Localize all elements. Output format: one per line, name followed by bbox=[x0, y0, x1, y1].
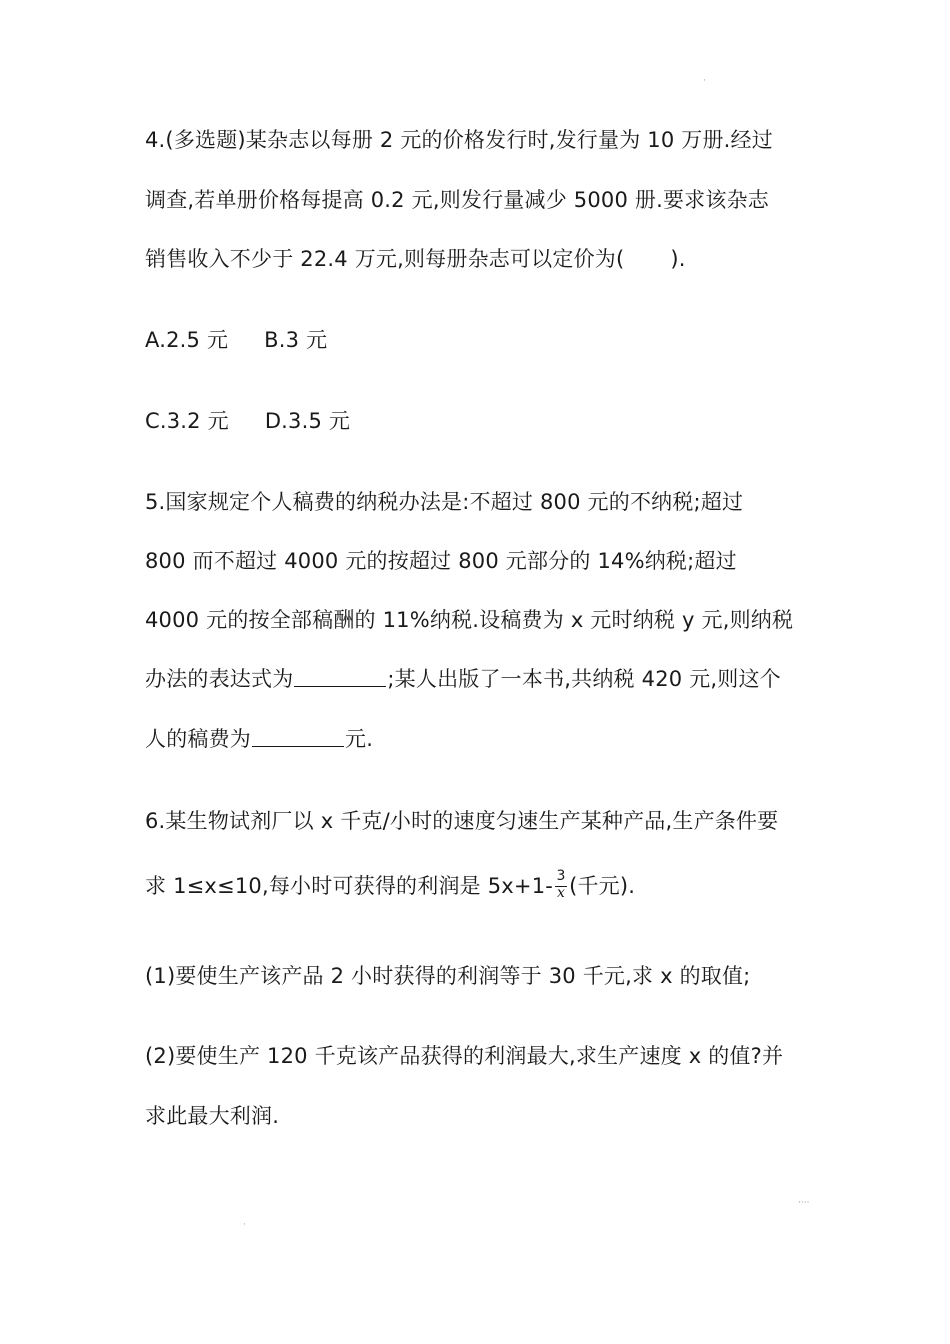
q4-option-c: C.3.2 元 bbox=[145, 409, 229, 433]
q4-stem-line-2: 调查,若单册价格每提高 0.2 元,则发行量减少 5000 册.要求该杂志 bbox=[145, 188, 769, 212]
q4-option-d: D.3.5 元 bbox=[264, 409, 351, 433]
q4-option-b: B.3 元 bbox=[264, 328, 328, 352]
q5-stem-line-1: 5.国家规定个人稿费的纳税办法是:不超过 800 元的不纳税;超过 bbox=[145, 490, 744, 514]
q6-stem-line-2 bbox=[145, 868, 636, 902]
fraction-numerator: 3 bbox=[556, 868, 566, 884]
scan-mark-top-right: · bbox=[703, 76, 706, 86]
q5-stem-line-2: 800 而不超过 4000 元的按超过 800 元部分的 14%纳税;超过 bbox=[145, 549, 737, 573]
fraction-denominator: x bbox=[557, 885, 566, 901]
fill-blank-2 bbox=[252, 726, 344, 747]
fill-blank-1 bbox=[294, 666, 386, 687]
q4-stem-line-3 bbox=[145, 244, 686, 274]
q4-options-row-2 bbox=[145, 406, 350, 436]
fraction-3-over-x bbox=[554, 868, 568, 902]
q5-stem-line-4-rest: ;某人出版了一本书,共纳税 420 元,则这个 bbox=[387, 667, 781, 691]
q6-part-1: (1)要使生产该产品 2 小时获得的利润等于 30 千元,求 x 的取值; bbox=[145, 964, 751, 988]
q4-stem-line-3-text: 销售收入不少于 22.4 万元,则每册杂志可以定价为( bbox=[145, 247, 625, 271]
q6-stem-line-1: 6.某生物试剂厂以 x 千克/小时的速度匀速生产某种产品,生产条件要 bbox=[145, 809, 779, 833]
q5-stem-line-5 bbox=[145, 724, 373, 754]
scan-mark-bottom-left: · bbox=[243, 1220, 246, 1230]
q4-option-a: A.2.5 元 bbox=[145, 328, 229, 352]
q5-stem-line-4 bbox=[145, 664, 781, 694]
q5-stem-line-5-rest: 元. bbox=[345, 727, 374, 751]
q4-stem-line-3-end: ). bbox=[670, 247, 686, 271]
q6-part-2-line-2: 求此最大利润. bbox=[145, 1104, 280, 1128]
q6-part-2-line-1: (2)要使生产 120 千克该产品获得的利润最大,求生产速度 x 的值?并 bbox=[145, 1044, 784, 1068]
q5-stem-line-4-text: 办法的表达式为 bbox=[145, 667, 294, 691]
q6-stem-line-2-rest: (千元). bbox=[569, 874, 636, 898]
q5-stem-line-3: 4000 元的按全部稿酬的 11%纳税.设稿费为 x 元时纳税 y 元,则纳税 bbox=[145, 608, 794, 632]
scan-mark-bottom-right: ···· bbox=[798, 1198, 810, 1208]
q4-options-row-1 bbox=[145, 325, 327, 355]
q5-stem-line-5-text: 人的稿费为 bbox=[145, 727, 251, 751]
q4-stem-line-1: 4.(多选题)某杂志以每册 2 元的价格发行时,发行量为 10 万册.经过 bbox=[145, 128, 773, 152]
q6-stem-line-2-text: 求 1≤x≤10,每小时可获得的利润是 5x+1- bbox=[145, 874, 554, 898]
